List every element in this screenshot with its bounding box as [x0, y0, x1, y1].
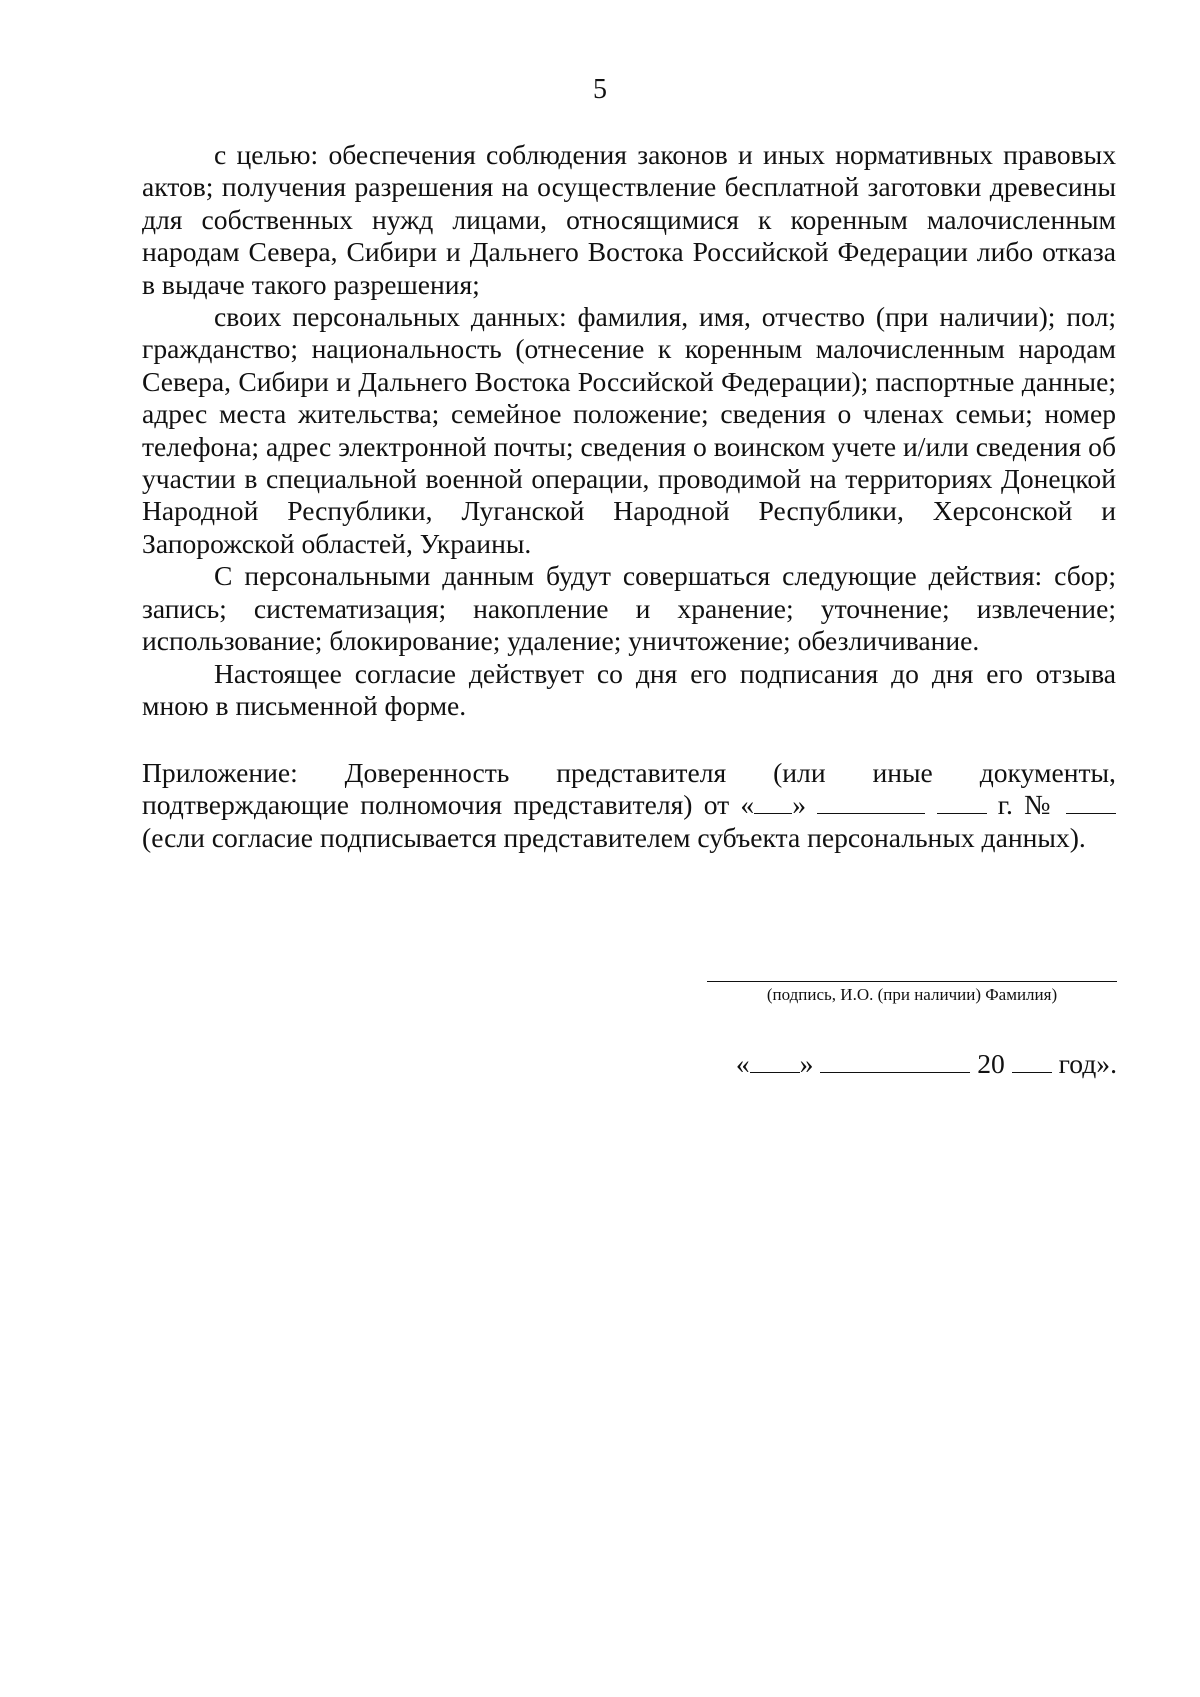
- appendix-word: Доверенность: [344, 757, 510, 788]
- appendix-word: иные: [872, 757, 933, 788]
- appendix-word: документы,: [979, 757, 1116, 788]
- date-month-blank[interactable]: [820, 1050, 970, 1073]
- purpose-paragraph: с целью: обеспечения соблюдения законов и иных нормативных правовых актов; получения разрешения на осуществление бесплатной заготовки древесины для собственных нужд лицами, относящимися к коренным малочисленным народам Севера, Сибири и Дальнего Востока Российской Федерации либо отказа в выдаче такого разрешения;: [142, 139, 1116, 300]
- poa-year-number-label: г. №: [997, 789, 1055, 821]
- signature-caption: (подпись, И.О. (при наличии) Фамилия): [766, 985, 1058, 1004]
- signing-date: [736, 1048, 1117, 1080]
- poa-month-blank[interactable]: [817, 791, 925, 814]
- consent-body: [142, 139, 1116, 722]
- poa-year-blank[interactable]: [937, 791, 987, 814]
- personal-data-list-paragraph: своих персональных данных: фамилия, имя, отчество (при наличии); пол; гражданство; национальность (отнесение к коренным малочисленным народам Севера, Сибири и Дальнего Востока Российской Федерации); паспортные данные; адрес места жительства; семейное положение; сведения о членах семьи; номер телефона; адрес электронной почты; сведения о воинском учете и/или сведения об участии в специальной военной операции, проводимой на территориях Донецкой Народной Республики, Луганской Народной Республики, Херсонской и Запорожской областей, Украины.: [142, 301, 1116, 559]
- page-number: 5: [593, 74, 607, 105]
- appendix-line-3: (если согласие подписывается представителем субъекта персональных данных).: [142, 821, 1086, 853]
- appendix-word: представителя: [556, 757, 727, 788]
- date-suffix: год».: [1058, 1048, 1117, 1079]
- date-year-blank[interactable]: [1012, 1050, 1052, 1073]
- date-open-quote: «: [735, 1048, 750, 1079]
- poa-day-blank[interactable]: [754, 791, 792, 814]
- appendix-line-2: [142, 789, 1116, 821]
- appendix-word: Приложение:: [142, 757, 298, 788]
- data-actions-paragraph: С персональными данным будут совершаться следующие действия: сбор; запись; систематизация; накопление и хранение; уточнение; извлечение; использование; блокирование; удаление; уничтожение; обезличивание.: [142, 560, 1116, 657]
- date-close-quote: »: [799, 1048, 814, 1079]
- poa-number-blank[interactable]: [1066, 791, 1116, 814]
- poa-quote-close: »: [792, 789, 807, 821]
- appendix-word: (или: [773, 757, 826, 788]
- appendix-line-2-text: подтверждающие полномочия представителя) от «: [142, 789, 755, 821]
- signature-line[interactable]: [707, 981, 1117, 982]
- appendix-block: [142, 757, 1116, 854]
- date-century: 20: [977, 1048, 1005, 1079]
- date-day-blank[interactable]: [750, 1050, 800, 1073]
- appendix-line-1: [142, 757, 1116, 789]
- validity-paragraph: Настоящее согласие действует со дня его подписания до дня его отзыва мною в письменной форме.: [142, 657, 1116, 721]
